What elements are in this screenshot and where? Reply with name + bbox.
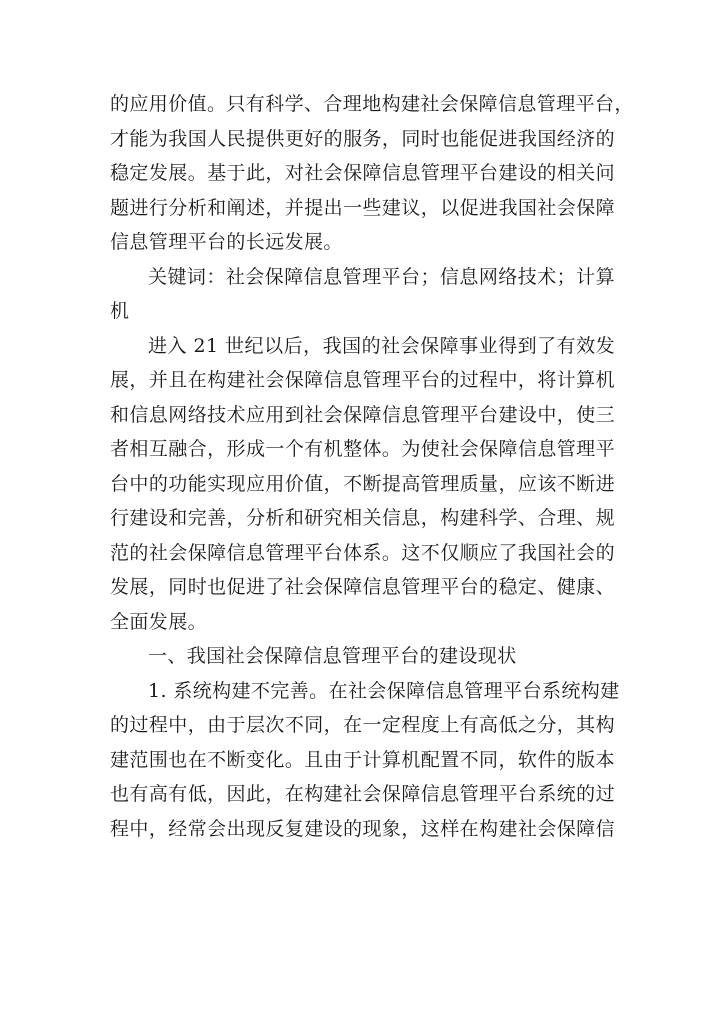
- text-line: 才能为我国人民提供更好的服务，同时也能促进我国经济的: [110, 127, 615, 150]
- text-line: 信息管理平台的长远发展。: [110, 231, 343, 253]
- text-line: 的应用价值。只有科学、合理地构建社会保障信息管理平台，: [110, 93, 634, 115]
- text-line: 发展，同时也促进了社会保障信息管理平台的稳定、健康、: [110, 576, 615, 598]
- text-line: 行建设和完善，分析和研究相关信息，构建科学、合理、规: [110, 507, 615, 529]
- body-text: [110, 87, 634, 846]
- text-line: 题进行分析和阐述，并提出一些建议，以促进我国社会保障: [110, 196, 615, 219]
- text-line: 台中的功能实现应用价值，不断提高管理质量，应该不断进: [110, 472, 615, 495]
- text-line: 1. 系统构建不完善。在社会保障信息管理平台系统构建: [148, 679, 620, 702]
- text-line: 进入 21 世纪以后，我国的社会保障事业得到了有效发: [148, 334, 615, 357]
- text-line: 稳定发展。基于此，对社会保障信息管理平台建设的相关问: [110, 162, 615, 184]
- text-line: 者相互融合，形成一个有机整体。为使社会保障信息管理平: [110, 438, 615, 460]
- text-line: 也有高有低，因此，在构建社会保障信息管理平台系统的过: [110, 783, 615, 805]
- text-line: 建范围也在不断变化。且由于计算机配置不同，软件的版本: [110, 748, 615, 771]
- text-line: 范的社会保障信息管理平台体系。这不仅顺应了我国社会的: [110, 541, 615, 564]
- text-line: 展，并且在构建社会保障信息管理平台的过程中，将计算机: [110, 369, 615, 391]
- text-line: 程中，经常会出现反复建设的现象，这样在构建社会保障信: [110, 817, 615, 840]
- text-line: 机: [110, 300, 130, 322]
- text-line: 和信息网络技术应用到社会保障信息管理平台建设中，使三: [110, 403, 615, 426]
- text-line: 关键词：社会保障信息管理平台；信息网络技术；计算: [148, 265, 615, 288]
- text-line: 一、我国社会保障信息管理平台的建设现状: [148, 645, 517, 667]
- text-line: 全面发展。: [110, 610, 208, 633]
- text-line: 的过程中，由于层次不同，在一定程度上有高低之分，其构: [110, 714, 615, 736]
